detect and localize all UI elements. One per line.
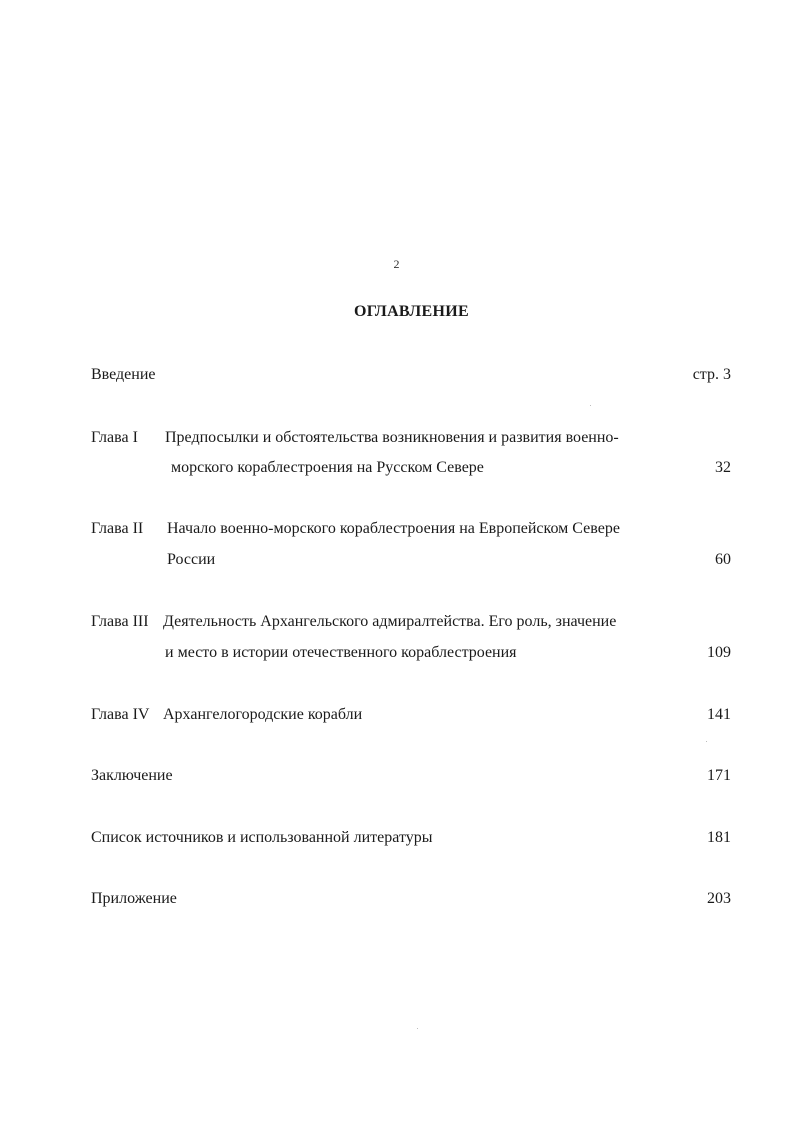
toc-chapter-4-title-line1: Архангелогородские корабли [163, 706, 363, 723]
toc-entry-conclusion-label: Заключение [91, 767, 173, 784]
toc-entry-sources-page: 181 [707, 829, 731, 846]
toc-chapter-1-title-line2: морского кораблестроения на Русском Севере [171, 459, 484, 476]
toc-chapter-4-page: 141 [707, 706, 731, 723]
toc-chapter-3-label: Глава III [91, 613, 149, 630]
page-number: 2 [393, 257, 400, 271]
toc-chapter-1-title-line1: Предпосылки и обстоятельства возникновения и развития военно- [165, 429, 619, 446]
toc-chapter-2-title-line1: Начало военно-морского кораблестроения на Европейском Севере [167, 520, 620, 537]
toc-chapter-3-title-line1: Деятельность Архангельского адмиралтейства. Его роль, значение [163, 613, 617, 630]
toc-entry-appendix-page: 203 [707, 890, 731, 907]
page-title: ОГЛАВЛЕНИЕ [354, 303, 469, 320]
toc-entry-intro-page: стр. 3 [692, 366, 731, 383]
toc-chapter-1-page: 32 [715, 459, 731, 476]
toc-chapter-3-page: 109 [707, 644, 731, 661]
toc-entry-conclusion-page: 171 [707, 767, 731, 784]
toc-chapter-2-label: Глава II [91, 520, 144, 537]
toc-chapter-1-label: Глава I [91, 429, 138, 446]
toc-chapter-4-label: Глава IV [91, 706, 150, 723]
scan-speck [417, 1028, 418, 1029]
scan-speck [706, 741, 707, 742]
toc-entry-sources-label: Список источников и использованной литературы [91, 829, 433, 846]
toc-chapter-3-title-line2: и место в истории отечественного кораблестроения [165, 644, 517, 661]
toc-entry-intro-label: Введение [91, 366, 156, 383]
scan-speck [590, 405, 591, 406]
toc-chapter-2-title-line2: России [167, 551, 216, 568]
toc-entry-appendix-label: Приложение [91, 890, 177, 907]
toc-chapter-2-page: 60 [715, 551, 731, 568]
